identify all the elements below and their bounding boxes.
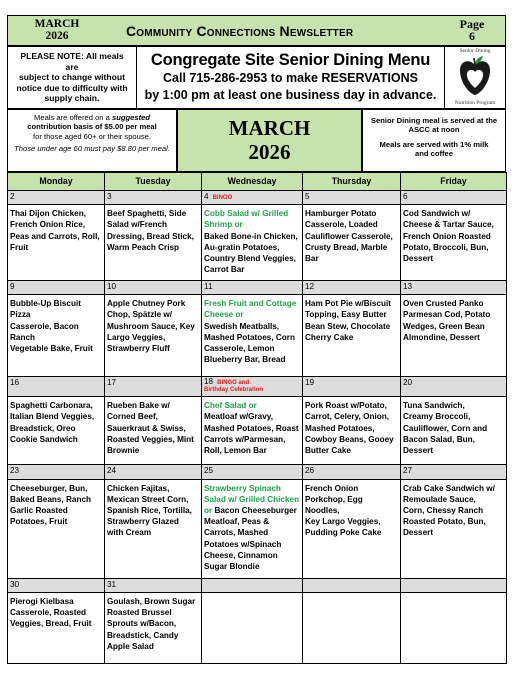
menu-cell: Chicken Fajitas, Mexican Street Corn, Spanish Rice, Tortilla, Strawberry Glazed with Cream	[105, 479, 202, 578]
date-cell: 18 BINGO and Birthday Celebration	[202, 377, 303, 397]
menu-row	[8, 397, 507, 465]
date-cell: 13	[401, 280, 507, 295]
menu-cell: Spaghetti Carbonara, Italian Blend Veggies, Breadstick, Oreo Cookie Sandwich	[8, 397, 105, 465]
newsletter-title: Community Connections Newsletter	[126, 23, 354, 39]
weekday-header-row	[8, 173, 507, 191]
menu-cell: Cod Sandwich w/ Cheese & Tartar Sauce, French Onion Roasted Potato, Broccoli, Bun, Dessert	[401, 205, 507, 280]
date-cell: 27	[401, 464, 507, 479]
date-cell: 5	[303, 190, 401, 205]
date-cell: 16	[8, 377, 105, 397]
dining-menu-heading	[137, 46, 444, 109]
weekday-wednesday: Wednesday	[202, 173, 303, 191]
menu-cell: Chef Salad or Meatloaf w/Gravy, Mashed Potatoes, Roast Carrots w/Parmesan, Roll, Lemon Bar	[202, 397, 303, 465]
date-cell: 12	[303, 280, 401, 295]
menu-cell: Cheeseburger, Bun, Baked Beans, Ranch Garlic Roasted Potatoes, Fruit	[8, 479, 105, 578]
menu-row	[8, 479, 507, 578]
menu-cell: Beef Spaghetti, Side Salad w/French Dressing, Bread Stick, Warm Peach Crisp	[105, 205, 202, 280]
menu-cell: Hamburger Potato Casserole, Loaded Cauliflower Casserole, Crusty Bread, Marble Bar	[303, 205, 401, 280]
menu-row	[8, 295, 507, 377]
dining-menu-title: Congregate Site Senior Dining Menu	[150, 51, 431, 69]
menu-cell: Oven Crusted Panko Parmesan Cod, Potato Wedges, Green Bean Almondine, Dessert	[401, 295, 507, 377]
supply-chain-note: PLEASE NOTE: All meals are subject to change without notice due to difficulty with supply chain.	[7, 46, 137, 109]
newsletter-header-bar	[7, 15, 506, 46]
date-cell: 26	[303, 464, 401, 479]
date-cell: 3	[105, 190, 202, 205]
menu-cell: Tuna Sandwich, Creamy Broccoli, Cauliflower, Corn and Bacon Salad, Bun, Dessert	[401, 397, 507, 465]
date-cell: 20	[401, 377, 507, 397]
menu-row	[8, 593, 507, 664]
menu-row	[8, 205, 507, 280]
date-cell: 17	[105, 377, 202, 397]
weekday-monday: Monday	[8, 173, 105, 191]
menu-cell: Rueben Bake w/ Corned Beef, Sauerkraut & Swiss, Roasted Veggies, Mint Brownie	[105, 397, 202, 465]
menu-cell	[202, 593, 303, 664]
weekday-tuesday: Tuesday	[105, 173, 202, 191]
date-cell: 25	[202, 464, 303, 479]
menu-cell: Thai Dijon Chicken, French Onion Rice, Peas and Carrots, Roll, Fruit	[8, 205, 105, 280]
date-row	[8, 190, 507, 205]
date-cell: 4 BINGO	[202, 190, 303, 205]
menu-calendar	[7, 172, 507, 664]
date-cell: 2	[8, 190, 105, 205]
apple-heart-logo-icon	[458, 55, 492, 99]
serving-info: Senior Dining meal is served at the ASCC at noon Meals are served with 1% milk and coffee	[362, 109, 506, 172]
reservation-deadline: by 1:00 pm at least one business day in advance.	[144, 88, 437, 102]
date-cell: 19	[303, 377, 401, 397]
menu-cell: Pierogi Kielbasa Casserole, Roasted Veggies, Bread, Fruit	[8, 593, 105, 664]
event-label: BINGO	[212, 194, 233, 201]
date-cell	[303, 578, 401, 593]
menu-cell: Crab Cake Sandwich w/ Remoulade Sauce, Corn, Chessy Ranch Roasted Potato, Bun, Dessert	[401, 479, 507, 578]
date-cell: 6	[401, 190, 507, 205]
date-cell	[401, 578, 507, 593]
weekday-friday: Friday	[401, 173, 507, 191]
date-cell: 11	[202, 280, 303, 295]
menu-cell: Goulash, Brown Sugar Roasted Brussel Sprouts w/Bacon, Breadstick, Candy Apple Salad	[105, 593, 202, 664]
date-cell: 9	[8, 280, 105, 295]
date-cell: 30	[8, 578, 105, 593]
event-label: 18 BINGO and	[204, 377, 250, 387]
date-row	[8, 280, 507, 295]
date-row	[8, 578, 507, 593]
page-number: Page 6	[459, 17, 485, 43]
menu-cell: Pork Roast w/Potato, Carrot, Celery, Onion, Mashed Potatoes, Cowboy Beans, Gooey Butter Cake	[303, 397, 401, 465]
weekday-thursday: Thursday	[303, 173, 401, 191]
senior-dining-logo: Senior Dining Nutrition Program	[444, 46, 506, 109]
menu-cell: Fresh Fruit and Cottage Cheese or Swedish Meatballs, Mashed Potatoes, Corn Casserole, Lemon Blueberry Bar, Bread	[202, 295, 303, 377]
date-cell: 31	[105, 578, 202, 593]
header-month-label: MARCH 2026	[34, 18, 80, 42]
reservation-phone: Call 715-286-2953 to make RESERVATIONS	[163, 71, 418, 85]
date-cell	[202, 578, 303, 593]
menu-cell: Cobb Salad w/ Grilled Shrimp or Baked Bone-in Chicken, Au-gratin Potatoes, Country Blend Veggies, Carrot Bar	[202, 205, 303, 280]
menu-cell: French Onion Porkchop, Egg Noodles, Key Largo Veggies, Pudding Poke Cake	[303, 479, 401, 578]
menu-cell	[401, 593, 507, 664]
menu-cell: Ham Pot Pie w/Biscuit Topping, Easy Butter Bean Stew, Chocolate Cherry Cake	[303, 295, 401, 377]
menu-cell	[303, 593, 401, 664]
menu-cell: Bubble-Up Biscuit Pizza Casserole, Bacon Ranch Vegetable Bake, Fruit	[8, 295, 105, 377]
contribution-info: Meals are offered on a suggested contribution basis of $5.00 per meal for those aged 60+ or their spouse. Those under age 60 must pay $8.80 per meal.	[7, 109, 177, 172]
date-row	[8, 464, 507, 479]
date-row	[8, 377, 507, 397]
month-banner: MARCH 2026	[177, 109, 362, 172]
menu-cell: Apple Chutney Pork Chop, Spätzle w/ Mushroom Sauce, Key Largo Veggies, Strawberry Fluff	[105, 295, 202, 377]
menu-cell: Strawberry Spinach Salad w/ Grilled Chicken or Bacon Cheeseburger Meatloaf, Peas & Carrots, Mashed Potatoes w/Spinach Cheese, Cinnamon Sugar Blondie	[202, 479, 303, 578]
date-cell: 24	[105, 464, 202, 479]
date-cell: 23	[8, 464, 105, 479]
date-cell: 10	[105, 280, 202, 295]
